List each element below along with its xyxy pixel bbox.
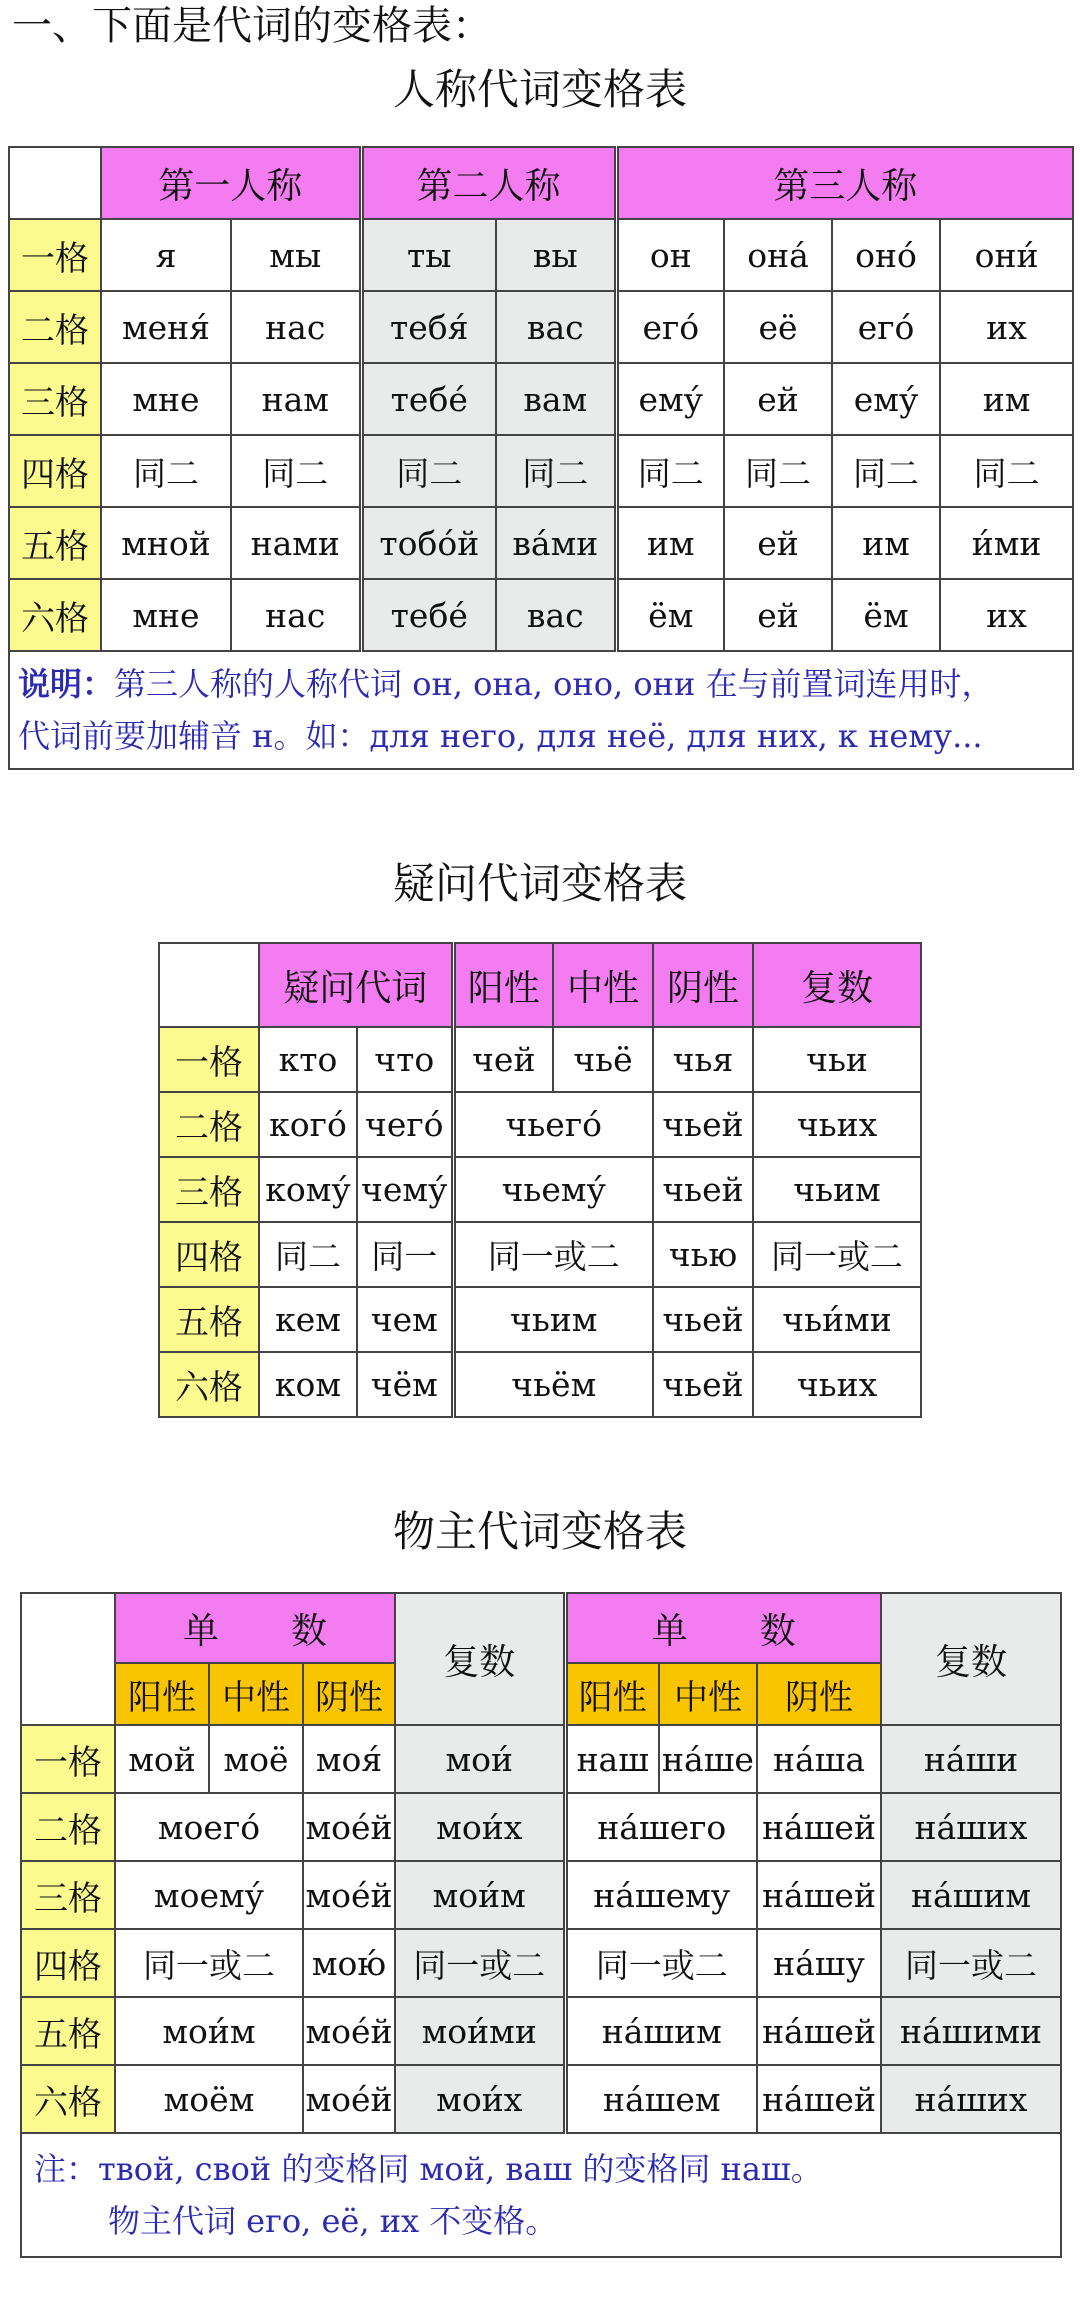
table-row xyxy=(21,1997,1061,2065)
table-row xyxy=(9,435,1073,507)
pronoun-cell: оно́ xyxy=(832,219,940,291)
pronoun-cell: ва́ми xyxy=(496,507,616,579)
pronoun-cell: моём xyxy=(115,2065,303,2133)
pronoun-cell: кому́ xyxy=(259,1157,357,1222)
pronoun-cell: моего́ xyxy=(115,1793,303,1861)
note-label: 说明： xyxy=(18,665,115,703)
pronoun-cell: на́шего xyxy=(565,1793,757,1861)
pronoun-cell: ей xyxy=(724,579,832,651)
pronoun-cell: 同一或二 xyxy=(115,1929,303,1997)
pronoun-cell: мне xyxy=(101,579,231,651)
pronoun-cell: 同一或二 xyxy=(453,1222,653,1287)
pronoun-cell: кем xyxy=(259,1287,357,1352)
case-label: 二格 xyxy=(21,1793,115,1861)
note-line-2: 物主代词 его, её, их 不变格。 xyxy=(108,2202,558,2240)
corner-cell xyxy=(159,943,259,1027)
table-row xyxy=(159,1222,921,1287)
pronoun-cell: он xyxy=(616,219,724,291)
case-label: 一格 xyxy=(9,219,101,291)
pronoun-cell: на́ши xyxy=(881,1725,1061,1793)
case-label: 三格 xyxy=(21,1861,115,1929)
case-label: 一格 xyxy=(21,1725,115,1793)
case-label: 五格 xyxy=(9,507,101,579)
pronoun-cell: её xyxy=(724,291,832,363)
pronoun-cell: чьи xyxy=(753,1027,921,1092)
pronoun-cell: нами xyxy=(231,507,361,579)
table-row xyxy=(159,1157,921,1222)
pronoun-cell: на́ших xyxy=(881,2065,1061,2133)
pronoun-cell: тебе́ xyxy=(361,363,496,435)
feminine-header-2: 阴性 xyxy=(757,1663,881,1725)
pronoun-cell: чему́ xyxy=(357,1157,453,1222)
pronoun-cell: мы xyxy=(231,219,361,291)
pronoun-cell: 同二 xyxy=(101,435,231,507)
pronoun-cell: 同一 xyxy=(357,1222,453,1287)
table-row xyxy=(159,1352,921,1417)
pronoun-cell: они́ xyxy=(940,219,1073,291)
pronoun-cell: на́шем xyxy=(565,2065,757,2133)
case-label: 六格 xyxy=(159,1352,259,1417)
pronoun-cell: чья xyxy=(653,1027,753,1092)
possessive-note xyxy=(21,2133,1061,2257)
pronoun-cell: чьи́ми xyxy=(753,1287,921,1352)
neuter-header-2: 中性 xyxy=(659,1663,757,1725)
pronoun-cell: чьё xyxy=(553,1027,653,1092)
table-row xyxy=(9,507,1073,579)
pronoun-cell: 同二 xyxy=(496,435,616,507)
pronoun-cell: 同二 xyxy=(724,435,832,507)
corner-cell xyxy=(9,147,101,219)
note-row xyxy=(9,651,1073,769)
pronoun-cell: моéй xyxy=(303,1793,395,1861)
pronoun-cell: 同一或二 xyxy=(565,1929,757,1997)
pronoun-cell: моéй xyxy=(303,1861,395,1929)
plural-header-2: 复数 xyxy=(881,1593,1061,1725)
pronoun-cell: ём xyxy=(616,579,724,651)
table-row xyxy=(21,1929,1061,1997)
pronoun-cell: мои́х xyxy=(395,1793,565,1861)
interrogative-table-title: 疑问代词变格表 xyxy=(392,859,687,908)
case-label: 四格 xyxy=(9,435,101,507)
pronoun-cell: его́ xyxy=(832,291,940,363)
pronoun-cell: вам xyxy=(496,363,616,435)
case-label: 二格 xyxy=(159,1092,259,1157)
pronoun-cell: мои́х xyxy=(395,2065,565,2133)
pronoun-cell: мои́ xyxy=(395,1725,565,1793)
pronoun-cell: чей xyxy=(453,1027,553,1092)
pronoun-cell: нам xyxy=(231,363,361,435)
interrogative-header-row xyxy=(159,943,921,1027)
possessive-header-row-1 xyxy=(21,1593,1061,1663)
pronoun-cell: на́шим xyxy=(881,1861,1061,1929)
pronoun-cell: на́шим xyxy=(565,1997,757,2065)
second-person-header: 第二人称 xyxy=(361,147,616,219)
possessive-pronoun-table xyxy=(20,1592,1062,2258)
case-label: 五格 xyxy=(21,1997,115,2065)
masculine-header: 阳性 xyxy=(453,943,553,1027)
pronoun-cell: им xyxy=(616,507,724,579)
case-label: 四格 xyxy=(21,1929,115,1997)
pronoun-cell: тобо́й xyxy=(361,507,496,579)
case-label: 三格 xyxy=(9,363,101,435)
note-row xyxy=(21,2133,1061,2257)
pronoun-cell: на́шей xyxy=(757,1861,881,1929)
pronoun-cell: чьих xyxy=(753,1352,921,1417)
table-row xyxy=(21,1793,1061,1861)
case-label: 六格 xyxy=(21,2065,115,2133)
pronoun-cell: мой xyxy=(115,1725,209,1793)
table-row xyxy=(21,2065,1061,2133)
first-person-header: 第一人称 xyxy=(101,147,361,219)
personal-pronoun-table xyxy=(8,146,1074,770)
pronoun-cell: чьей xyxy=(653,1287,753,1352)
pronoun-cell: я xyxy=(101,219,231,291)
pronoun-cell: моéй xyxy=(303,2065,395,2133)
feminine-header: 阴性 xyxy=(653,943,753,1027)
pronoun-cell: ты xyxy=(361,219,496,291)
pronoun-cell: чего́ xyxy=(357,1092,453,1157)
case-label: 一格 xyxy=(159,1027,259,1092)
pronoun-cell: моя́ xyxy=(303,1725,395,1793)
pronoun-cell: чьим xyxy=(753,1157,921,1222)
pronoun-cell: вы xyxy=(496,219,616,291)
pronoun-cell: 同二 xyxy=(259,1222,357,1287)
case-label: 四格 xyxy=(159,1222,259,1287)
plural-header: 复数 xyxy=(395,1593,565,1725)
pronoun-cell: тебе́ xyxy=(361,579,496,651)
pronoun-cell: кто xyxy=(259,1027,357,1092)
pronoun-cell: чьём xyxy=(453,1352,653,1417)
pronoun-cell: 同二 xyxy=(940,435,1073,507)
singular-header-2: 单 数 xyxy=(565,1593,881,1663)
pronoun-cell: и́ми xyxy=(940,507,1073,579)
pronoun-cell: мне xyxy=(101,363,231,435)
pronoun-cell: 同二 xyxy=(231,435,361,507)
pronoun-cell: моему́ xyxy=(115,1861,303,1929)
pronoun-cell: 同二 xyxy=(361,435,496,507)
pronoun-cell: на́шей xyxy=(757,1997,881,2065)
pronoun-cell: чём xyxy=(357,1352,453,1417)
pronoun-cell: ём xyxy=(832,579,940,651)
pronoun-cell: их xyxy=(940,291,1073,363)
interrogative-pronoun-table xyxy=(158,942,922,1418)
neuter-header: 中性 xyxy=(209,1663,303,1725)
masculine-header: 阳性 xyxy=(115,1663,209,1725)
pronoun-cell: ему́ xyxy=(832,363,940,435)
pronoun-cell: ей xyxy=(724,363,832,435)
third-person-header: 第三人称 xyxy=(616,147,1073,219)
pronoun-cell: мои́м xyxy=(115,1997,303,2065)
pronoun-cell: что xyxy=(357,1027,453,1092)
pronoun-cell: его́ xyxy=(616,291,724,363)
pronoun-cell: чьей xyxy=(653,1157,753,1222)
pronoun-cell: чем xyxy=(357,1287,453,1352)
feminine-header: 阴性 xyxy=(303,1663,395,1725)
pronoun-cell: нас xyxy=(231,291,361,363)
pronoun-cell: чьего́ xyxy=(453,1092,653,1157)
pronoun-cell: 同一或二 xyxy=(753,1222,921,1287)
pronoun-cell: чьим xyxy=(453,1287,653,1352)
singular-header: 单 数 xyxy=(115,1593,395,1663)
possessive-table-title: 物主代词变格表 xyxy=(392,1507,687,1556)
pronoun-cell: тебя́ xyxy=(361,291,496,363)
pronoun-cell: нас xyxy=(231,579,361,651)
pronoun-cell: 同一或二 xyxy=(881,1929,1061,1997)
pronoun-cell: на́шими xyxy=(881,1997,1061,2065)
table-row xyxy=(21,1861,1061,1929)
pronoun-cell: на́ших xyxy=(881,1793,1061,1861)
pronoun-cell: им xyxy=(940,363,1073,435)
pronoun-cell: моéй xyxy=(303,1997,395,2065)
pronoun-cell: кого́ xyxy=(259,1092,357,1157)
table-row xyxy=(159,1287,921,1352)
plural-header: 复数 xyxy=(753,943,921,1027)
pronoun-cell: чьих xyxy=(753,1092,921,1157)
pronoun-cell: моё xyxy=(209,1725,303,1793)
table-row xyxy=(159,1092,921,1157)
pronoun-cell: ком xyxy=(259,1352,357,1417)
personal-note xyxy=(9,651,1073,769)
pronoun-cell: 同二 xyxy=(832,435,940,507)
pronoun-cell: наш xyxy=(565,1725,659,1793)
pronoun-cell: чьему́ xyxy=(453,1157,653,1222)
pronoun-cell: чью xyxy=(653,1222,753,1287)
note-line-1: 第三人称的人称代词 он, она, оно, они 在与前置词连用时， xyxy=(114,665,994,703)
table-row xyxy=(21,1725,1061,1793)
masculine-header-2: 阳性 xyxy=(565,1663,659,1725)
pronoun-cell: на́ше xyxy=(659,1725,757,1793)
pronoun-cell: мои́м xyxy=(395,1861,565,1929)
pronoun-cell: мной xyxy=(101,507,231,579)
section-heading: 一、下面是代词的变格表： xyxy=(12,3,492,49)
case-label: 三格 xyxy=(159,1157,259,1222)
case-label: 六格 xyxy=(9,579,101,651)
table-row xyxy=(9,363,1073,435)
pronoun-cell: мою́ xyxy=(303,1929,395,1997)
pronoun-cell: она́ xyxy=(724,219,832,291)
pronoun-cell: на́шу xyxy=(757,1929,881,1997)
personal-table-title: 人称代词变格表 xyxy=(392,65,687,114)
pronoun-cell: на́шей xyxy=(757,1793,881,1861)
pronoun-cell: чьей xyxy=(653,1352,753,1417)
case-label: 二格 xyxy=(9,291,101,363)
pronoun-cell: на́шей xyxy=(757,2065,881,2133)
table-row xyxy=(9,579,1073,651)
table-row xyxy=(9,291,1073,363)
pronoun-cell: чьей xyxy=(653,1092,753,1157)
pronoun-cell: вас xyxy=(496,291,616,363)
personal-header-row xyxy=(9,147,1073,219)
pronoun-cell: меня́ xyxy=(101,291,231,363)
case-label: 五格 xyxy=(159,1287,259,1352)
note-line-1: 注：твой, свой 的变格同 мой, ваш 的变格同 наш。 xyxy=(34,2150,823,2188)
pronoun-cell: ему́ xyxy=(616,363,724,435)
pronoun-cell: им xyxy=(832,507,940,579)
neuter-header: 中性 xyxy=(553,943,653,1027)
note-line-2: 代词前要加辅音 н。如：для него, для неё, для них, к нему... xyxy=(18,717,983,755)
pronoun-cell: на́ша xyxy=(757,1725,881,1793)
pronoun-cell: 同二 xyxy=(616,435,724,507)
table-row xyxy=(9,219,1073,291)
pronoun-cell: мои́ми xyxy=(395,1997,565,2065)
interrogative-header: 疑问代词 xyxy=(259,943,453,1027)
pronoun-cell: их xyxy=(940,579,1073,651)
corner-cell xyxy=(21,1593,115,1725)
pronoun-cell: 同一或二 xyxy=(395,1929,565,1997)
pronoun-cell: на́шему xyxy=(565,1861,757,1929)
pronoun-cell: ей xyxy=(724,507,832,579)
table-row xyxy=(159,1027,921,1092)
pronoun-cell: вас xyxy=(496,579,616,651)
